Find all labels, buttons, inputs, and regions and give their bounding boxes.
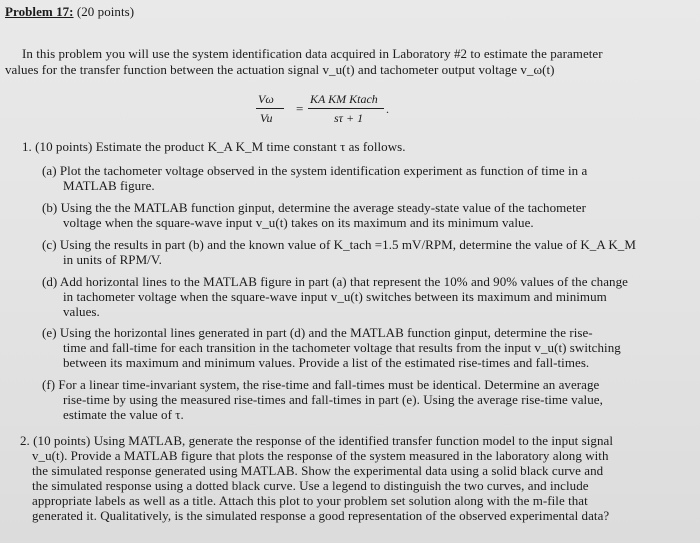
part-2-line-5: appropriate labels as well as a title. Attach this plot to your problem set solution along with the m-file that: [32, 493, 588, 508]
part-1f-line-1: (f) For a linear time-invariant system, the rise-time and fall-times must be identical. Determine an average: [42, 377, 600, 392]
equation-numerator-left: Vω: [258, 92, 274, 106]
part-1d-line-1: (d) Add horizontal lines to the MATLAB figure in part (a) that represent the 10% and 90% values of the change: [42, 274, 628, 289]
transfer-function-equation: [252, 92, 412, 132]
part-1c-line-2: in units of RPM/V.: [63, 252, 162, 267]
fraction-bar-left: [256, 108, 284, 109]
fraction-bar-right: [308, 108, 384, 109]
part-1-lead: 1. (10 points) Estimate the product K_A K_M time constant τ as follows.: [22, 139, 406, 154]
part-1a-line-1: (a) Plot the tachometer voltage observed in the system identification experiment as function of time in a: [42, 163, 588, 178]
equation-denominator-right: sτ + 1: [334, 111, 364, 125]
part-1d-line-3: values.: [63, 304, 100, 319]
part-1f-line-3: estimate the value of τ.: [63, 407, 184, 422]
part-2-line-1: 2. (10 points) Using MATLAB, generate the response of the identified transfer function model to the input signal: [20, 433, 613, 448]
equals-sign: =: [296, 101, 304, 116]
part-2-line-3: the simulated response generated using MATLAB. Show the experimental data using a solid black curve and: [32, 463, 604, 478]
part-1e-line-1: (e) Using the horizontal lines generated in part (d) and the MATLAB function ginput, determine the rise-: [42, 325, 593, 340]
part-1c-line-1: (c) Using the results in part (b) and the known value of K_tach =1.5 mV/RPM, determine the value of K_A K_M: [42, 237, 636, 252]
equation-denominator-left: Vu: [260, 111, 273, 125]
part-1b-line-1: (b) Using the the MATLAB function ginput, determine the average steady-state value of the tachometer: [42, 200, 586, 215]
equation-numerator-right: KA KM Ktach: [310, 92, 378, 106]
equation-period: .: [386, 102, 389, 116]
part-2-line-6: generated it. Qualitatively, is the simulated response a good representation of the observed experimental data?: [32, 508, 610, 523]
part-1b-line-2: voltage when the square-wave input v_u(t) takes on its maximum and its minimum value.: [63, 215, 534, 230]
part-1e-line-2: time and fall-time for each transition in the tachometer voltage that results from the input v_u(t) switching: [63, 340, 621, 355]
intro-line-1: In this problem you will use the system identification data acquired in Laboratory #2 to estimate the parameter: [22, 46, 603, 61]
part-2-line-4: the simulated response using a dotted black curve. Use a legend to distinguish the two curves, and include: [32, 478, 589, 493]
problem-number: Problem 17:: [5, 4, 74, 19]
part-1d-line-2: in tachometer voltage when the square-wave input v_u(t) switches between its maximum and minimum: [63, 289, 607, 304]
problem-heading: [5, 4, 134, 19]
part-1a-line-2: MATLAB figure.: [63, 178, 155, 193]
part-1e-line-3: between its maximum and minimum values. Provide a list of the estimated rise-times and fall-times.: [63, 355, 590, 370]
intro-line-2: values for the transfer function between the actuation signal v_u(t) and tachometer output voltage v_ω(t): [5, 62, 555, 77]
part-1f-line-2: rise-time by using the measured rise-times and fall-times in part (e). Using the average rise-time value,: [63, 392, 603, 407]
part-2-line-2: v_u(t). Provide a MATLAB figure that plots the response of the system measured in the laboratory along with: [32, 448, 609, 463]
problem-points: (20 points): [76, 4, 135, 19]
